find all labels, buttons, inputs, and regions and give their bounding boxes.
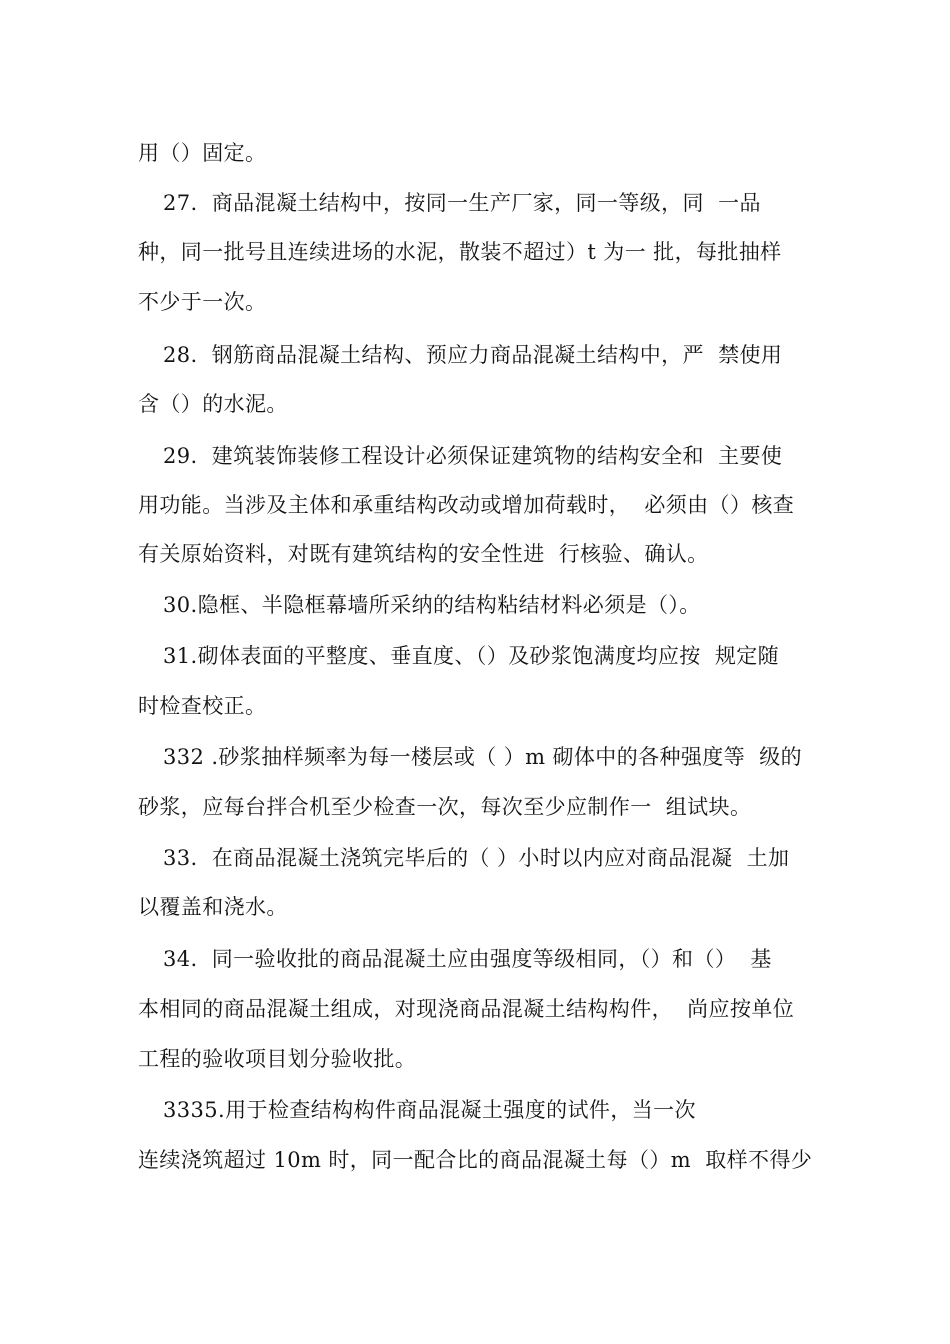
text-line: 27. 商品混凝土结构中，按同一生产厂家，同一等级，同 一品 [163, 191, 761, 215]
text-line: 29. 建筑装饰装修工程设计必须保证建筑物的结构安全和 主要使 [163, 444, 783, 468]
text-line: 用功能。当涉及主体和承重结构改动或增加荷载时， 必须由（）核查 [138, 493, 795, 517]
text-line: 28. 钢筋商品混凝土结构、预应力商品混凝土结构中，严 禁使用 [163, 343, 783, 367]
text-line: 31.砌体表面的平整度、垂直度、（）及砂浆饱满度均应按 规定随 [163, 644, 780, 668]
text-line: 332 .砂浆抽样频率为每一楼层或（ ）m 砌体中的各种强度等 级的 [163, 745, 803, 769]
text-line: 30.隐框、半隐框幕墙所采纳的结构粘结材料必须是（）。 [163, 593, 701, 617]
text-line: 不少于一次。 [138, 290, 267, 314]
text-line: 种，同一批号且连续进场的水泥，散装不超过）t 为一 批，每批抽样 [138, 240, 782, 264]
text-line: 本相同的商品混凝土组成，对现浇商品混凝土结构构件， 尚应按单位 [138, 997, 795, 1021]
text-line: 33. 在商品混凝土浇筑完毕后的（ ）小时以内应对商品混凝 土加 [163, 846, 790, 870]
text-line: 时检查校正。 [138, 694, 267, 718]
text-line: 砂浆，应每台拌合机至少检查一次，每次至少应制作一 组试块。 [138, 795, 752, 819]
text-line: 工程的验收项目划分验收批。 [138, 1047, 417, 1071]
text-line: 3335.用于检查结构构件商品混凝土强度的试件，当一次 [163, 1098, 696, 1122]
text-line: 用（）固定。 [138, 141, 267, 165]
text-line: 含（）的水泥。 [138, 392, 288, 416]
text-line: 34. 同一验收批的商品混凝土应由强度等级相同，（）和（） 基 [163, 947, 772, 971]
text-line: 有关原始资料，对既有建筑结构的安全性进 行核验、确认。 [138, 542, 709, 566]
text-line: 连续浇筑超过 10m 时，同一配合比的商品混凝土每（）m 取样不得少 [138, 1148, 813, 1172]
text-line: 以覆盖和浇水。 [138, 895, 288, 919]
